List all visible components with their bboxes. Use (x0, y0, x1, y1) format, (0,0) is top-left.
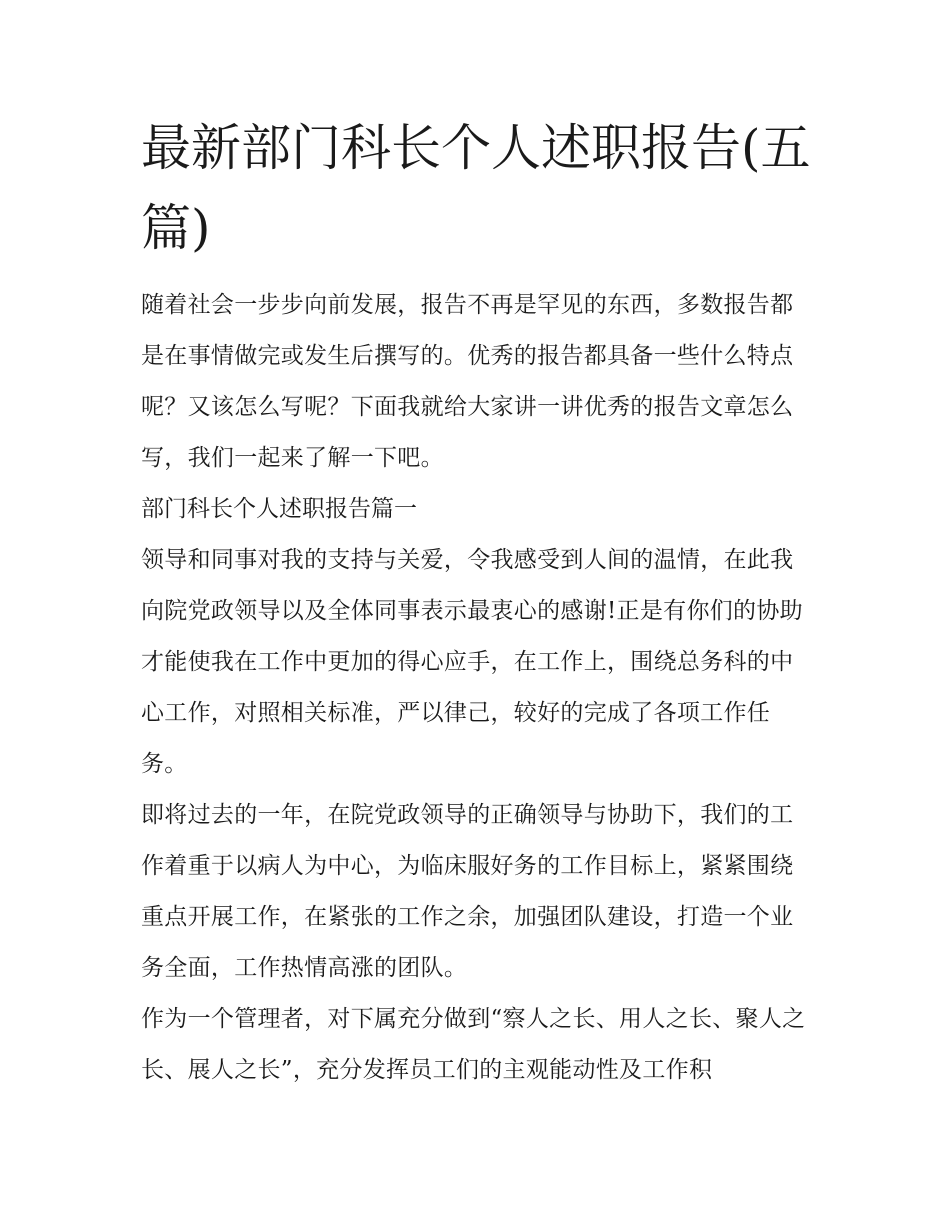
body-paragraph: 即将过去的一年，在院党政领导的正确领导与协助下，我们的工作着重于以病人为中心，为临床服好务的工作目标上，紧紧围绕重点开展工作，在紧张的工作之余，加强团队建设，打造一个业务全面，工作热情高涨的团队。 (141, 802, 794, 981)
section-heading: 部门科长个人述职报告篇一 (141, 496, 417, 522)
document-content (141, 108, 813, 1096)
body-paragraph: 领导和同事对我的支持与关爱，令我感受到人间的温情，在此我向院党政领导以及全体同事表示最衷心的感谢!正是有你们的协助才能使我在工作中更加的得心应手，在工作上，围绕总务科的中心工作，对照相关标准，严以律己，较好的完成了各项工作任务。 (141, 547, 803, 777)
document-title: 最新部门科长个人述职报告(五篇) (141, 119, 811, 257)
intro-paragraph: 随着社会一步步向前发展，报告不再是罕见的东西，多数报告都是在事情做完或发生后撰写的。优秀的报告都具备一些什么特点呢？又该怎么写呢？下面我就给大家讲一讲优秀的报告文章怎么写，我们一起来了解一下吧。 (141, 292, 794, 471)
body-paragraph: 作为一个管理者，对下属充分做到“察人之长、用人之长、聚人之长、展人之长”，充分发挥员工们的主观能动性及工作积 (141, 1006, 806, 1083)
